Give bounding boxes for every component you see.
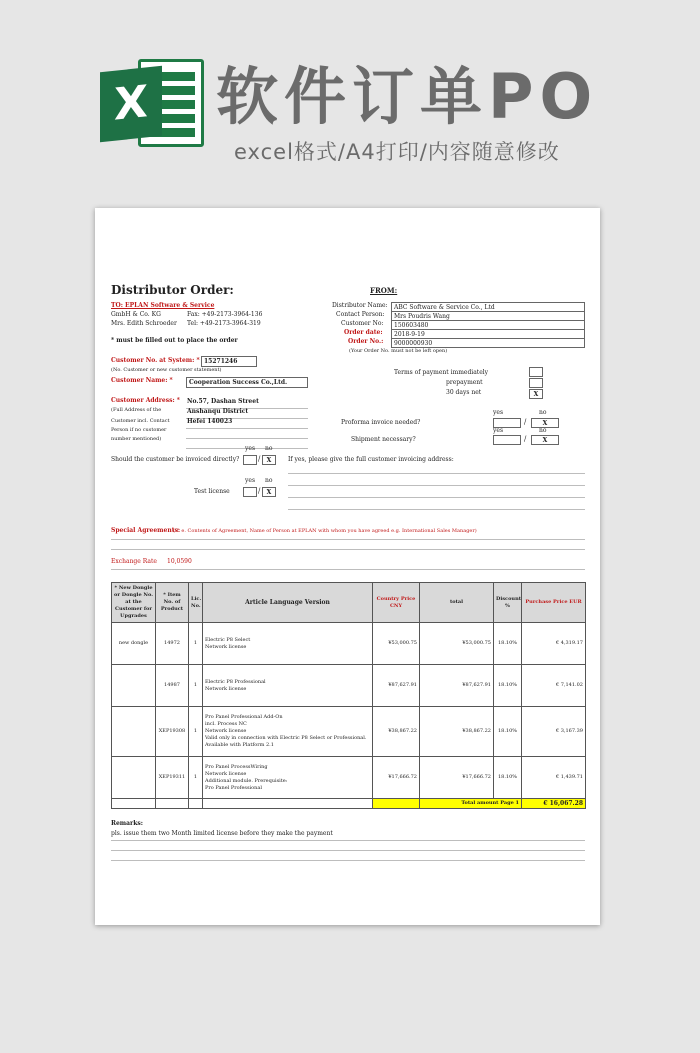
customer-no-field[interactable]: 150603480 [391,320,585,330]
to-company: GmbH & Co. KG [111,311,161,318]
proforma-no-box[interactable]: X [531,418,559,428]
to-phone: Tel: +49-2173-3964-319 [187,320,261,327]
table-row[interactable]: new dongle 14972 1 Electric P8 Select Network license ¥53,000.75 ¥53,000.75 18.10% € 4,319.17 [112,623,586,665]
total-value: € 16,067.28 [522,799,586,809]
order-no-field[interactable]: 9000000930 [391,338,585,348]
total-row [112,799,586,809]
banner-subtitle: excel格式/A4打印/内容随意修改 [234,140,560,164]
exchange-rate-label: Exchange Rate [111,558,157,565]
customer-name-label: Customer Name: * [111,377,173,384]
contact-person-field[interactable]: Mrs Poudris Wang [391,311,585,321]
customer-no-label: Customer No. at System: * [111,357,200,364]
header-lic-no: Lic. No. [189,583,203,623]
proforma-label: Proforma invoice needed? [341,419,421,426]
address-line-1[interactable]: No.57, Dashan Street [187,398,259,405]
address-line-2[interactable]: Anshanqu District [187,408,249,415]
customer-no-input[interactable]: 15271246 [201,356,257,367]
table-row[interactable]: XEP19311 1 Pro Panel ProcessWiring Network license Additional module. Prerequisite: Pro Panel Professional ¥17,666.72 ¥17,666.72 18.10% € 1,439.71 [112,757,586,799]
terms-prepayment-box[interactable] [529,378,543,388]
address-line-3[interactable]: Hefei 140023 [187,418,233,425]
to-contact: Mrs. Edith Schroeder [111,320,177,327]
order-items-table [111,582,586,809]
special-agreements-label: Special Agreements: [111,527,181,534]
excel-icon: X [100,55,206,151]
remarks-text[interactable]: pls. issue them two Month limited license before they make the payment [111,830,333,837]
remarks-label: Remarks: [111,820,143,827]
terms-30days-box[interactable]: X [529,389,543,399]
customer-address-label: Customer Address: * [111,397,180,404]
header-country-price: Country Price CNY [373,583,420,623]
invoiced-directly-label: Should the customer be invoiced directly? [111,456,240,463]
test-license-no-box[interactable]: X [262,487,276,497]
header-total: total [420,583,494,623]
invoicing-address-label: If yes, please give the full customer invoicing address: [288,456,454,463]
header-article: Article Language Version [203,583,373,623]
order-no-note: (Your Order No. must not be left open) [349,348,448,354]
total-label: Total amount Page 1 [420,799,522,809]
from-label: FROM: [370,286,398,295]
shipment-no-box[interactable]: X [531,435,559,445]
order-form-sheet: Distributor Order: FROM: TO: EPLAN Software & Service GmbH & Co. KG Mrs. Edith Schroeder Fax: +49-2173-3964-136 Tel: +49-2173-3964-319 * must be filled out to place the order Distributor Name: ABC Software & Service Co., Ltd Contact Person: Mrs Poudris Wang Customer No: 150603480 Order date: 2018-9-19 Order No.: 9000000930 (Your Order No. must not be left open) Customer No. at System: * 15271246 (No. Customer or new customer statement) Customer Name: * Cooperation Success Co.,Ltd. Customer Address: * (Full Address of the Customer incl. Contact Person if no customer number mentioned) No.57, Dashan Street Anshanqu District Hefei 140023 Terms of payment immediately prepayment 30 days net X yes no Proforma invoice needed? / X yes no Shipment necessary? / X yes no Should the customer be invoiced directly? / X If yes, please give the full customer invoicing address: yes no Test license / X Special Agreements: ( f. e. Contents of Agreement, Name of Person at EPLAN with whom you have agreed e.g. International Sales Manager) Exchange Rate 10,0590 * New Dongle or Dongle No. at the Customer for Upgrades * Item No. of Product Lic. No. Article Language Version Country Price CNY total Discount % Purchase Price EUR new dongle 14972 1 Electric P8 Select Network license ¥53,000.75 ¥53,000.75 18.10% € 4,319.17 14987 1 Electric P8 Professional Network license ¥87,627.91 ¥87,627.91 18.10% € 7,141.02 XEP19308 1 Pro Panel Professional Add-On incl. Process NC Network license Valid only in connection with Electric P8 Select or Professional. Available with Platform 2.1 ¥38,867.22 ¥38,867.22 18.10% € 3,167.39 XEP19311 1 Pro Panel ProcessWiring Network license Additional module. Prerequisite: Pro Panel Professional ¥17,666.72 ¥17,666.72 18.10% € 1,439.71 Total amount Page 1 € 16,067.28 Remarks: pls. issue them two Month limited license before they make the payment [95,208,600,925]
table-header-row [112,583,586,623]
shipment-yes-box[interactable] [493,435,521,445]
test-license-label: Test license [194,488,230,495]
customer-name-input[interactable]: Cooperation Success Co.,Ltd. [186,377,308,388]
header-discount: Discount % [494,583,522,623]
to-heading: TO: EPLAN Software & Service [111,302,215,309]
banner-title: 软件订单PO [216,60,599,133]
invoiced-yes-box[interactable] [243,455,257,465]
to-fax: Fax: +49-2173-3964-136 [187,311,263,318]
shipment-label: Shipment necessary? [351,436,416,443]
table-row[interactable]: XEP19308 1 Pro Panel Professional Add-On incl. Process NC Network license Valid only in connection with Electric P8 Select or Professional. Available with Platform 2.1 ¥38,867.22 ¥38,867.22 18.10% € 3,167.39 [112,707,586,757]
distributor-name-field[interactable]: ABC Software & Service Co., Ltd [391,302,585,312]
table-row[interactable]: 14987 1 Electric P8 Professional Network license ¥87,627.91 ¥87,627.91 18.10% € 7,141.02 [112,665,586,707]
must-fill-note: * must be filled out to place the order [111,337,238,344]
special-agreements-note: ( f. e. Contents of Agreement, Name of Person at EPLAN with whom you have agreed e.g. International Sales Manager) [173,528,477,534]
order-date-field[interactable]: 2018-9-19 [391,329,585,339]
terms-immediately-box[interactable] [529,367,543,377]
test-license-yes-box[interactable] [243,487,257,497]
header-dongle: * New Dongle or Dongle No. at the Customer for Upgrades [112,583,156,623]
form-title: Distributor Order: [111,283,234,297]
header-item-no: * Item No. of Product [156,583,189,623]
exchange-rate-value: 10,0590 [167,558,192,565]
invoiced-no-box[interactable]: X [262,455,276,465]
banner [0,0,700,200]
header-purchase-price: Purchase Price EUR [522,583,586,623]
